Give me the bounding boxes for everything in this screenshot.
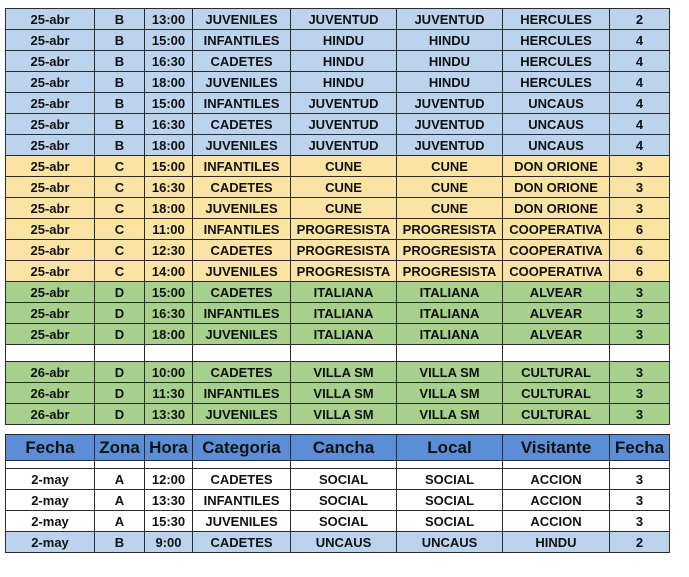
table-row: [6, 511, 670, 532]
cell-categoria: INFANTILES: [193, 219, 291, 240]
cell-fecha: 2-may: [6, 532, 95, 553]
cell-fecha: 25-abr: [6, 93, 95, 114]
cell-categoria: JUVENILES: [193, 135, 291, 156]
cell-hora: 13:30: [145, 490, 193, 511]
cell-categoria: INFANTILES: [193, 30, 291, 51]
cell-zona: B: [95, 9, 145, 30]
cell-local: PROGRESISTA: [397, 219, 503, 240]
table-row: [6, 177, 670, 198]
cell-cancha: CUNE: [291, 156, 397, 177]
cell-nro: 4: [610, 72, 670, 93]
cell-nro: 4: [610, 30, 670, 51]
table-row: [6, 404, 670, 425]
cell-fecha: 25-abr: [6, 261, 95, 282]
cell-cancha: ITALIANA: [291, 282, 397, 303]
cell-nro: 2: [610, 9, 670, 30]
cell-fecha: 26-abr: [6, 404, 95, 425]
cell-nro: 4: [610, 93, 670, 114]
cell-cancha: JUVENTUD: [291, 114, 397, 135]
cell-visitante: ALVEAR: [503, 324, 610, 345]
cell-hora: 15:00: [145, 156, 193, 177]
cell-local: CUNE: [397, 177, 503, 198]
cell-cancha: SOCIAL: [291, 469, 397, 490]
cell-nro: 3: [610, 324, 670, 345]
cell-local: CUNE: [397, 198, 503, 219]
header-local: Local: [397, 435, 503, 461]
cell-zona: B: [95, 51, 145, 72]
cell-local: VILLA SM: [397, 404, 503, 425]
cell-categoria: CADETES: [193, 532, 291, 553]
cell-fecha: 25-abr: [6, 51, 95, 72]
cell-cancha: VILLA SM: [291, 383, 397, 404]
cell-cancha: HINDU: [291, 51, 397, 72]
table-row: [6, 303, 670, 324]
cell-local: HINDU: [397, 51, 503, 72]
cell-hora: 14:00: [145, 261, 193, 282]
table-row: [6, 383, 670, 404]
cell-fecha: 25-abr: [6, 324, 95, 345]
cell-cancha: HINDU: [291, 72, 397, 93]
cell-visitante: HERCULES: [503, 30, 610, 51]
cell-cancha: PROGRESISTA: [291, 240, 397, 261]
cell-cancha: SOCIAL: [291, 511, 397, 532]
cell-nro: 6: [610, 219, 670, 240]
cell-nro: 3: [610, 490, 670, 511]
cell-visitante: COOPERATIVA: [503, 219, 610, 240]
cell-zona: B: [95, 72, 145, 93]
cell-cancha: PROGRESISTA: [291, 219, 397, 240]
cell-hora: 9:00: [145, 532, 193, 553]
cell-visitante: CULTURAL: [503, 362, 610, 383]
cell-categoria: INFANTILES: [193, 93, 291, 114]
table-row: [6, 532, 670, 553]
table-row: [6, 135, 670, 156]
cell-cancha: JUVENTUD: [291, 93, 397, 114]
fixture-table: [5, 8, 670, 553]
cell-fecha: 25-abr: [6, 114, 95, 135]
cell-cancha: JUVENTUD: [291, 9, 397, 30]
cell-categoria: CADETES: [193, 240, 291, 261]
cell-cancha: SOCIAL: [291, 490, 397, 511]
cell-categoria: JUVENILES: [193, 9, 291, 30]
cell-visitante: HERCULES: [503, 9, 610, 30]
table-row: [6, 324, 670, 345]
cell-categoria: JUVENILES: [193, 72, 291, 93]
cell-hora: 12:30: [145, 240, 193, 261]
table-row: [6, 282, 670, 303]
cell-local: SOCIAL: [397, 469, 503, 490]
cell-nro: 3: [610, 198, 670, 219]
cell-local: PROGRESISTA: [397, 240, 503, 261]
cell-zona: B: [95, 532, 145, 553]
cell-visitante: ACCION: [503, 490, 610, 511]
cell-nro: 4: [610, 114, 670, 135]
cell-fecha: 25-abr: [6, 240, 95, 261]
cell-nro: 6: [610, 240, 670, 261]
cell-local: JUVENTUD: [397, 135, 503, 156]
cell-visitante: HERCULES: [503, 51, 610, 72]
section-2-may: [6, 469, 670, 553]
cell-visitante: UNCAUS: [503, 114, 610, 135]
cell-visitante: CULTURAL: [503, 383, 610, 404]
table-row: [6, 240, 670, 261]
cell-zona: A: [95, 490, 145, 511]
cell-nro: 3: [610, 404, 670, 425]
table-row: [6, 261, 670, 282]
cell-local: JUVENTUD: [397, 114, 503, 135]
cell-hora: 13:30: [145, 404, 193, 425]
cell-categoria: INFANTILES: [193, 383, 291, 404]
cell-zona: A: [95, 511, 145, 532]
cell-categoria: CADETES: [193, 51, 291, 72]
cell-local: ITALIANA: [397, 324, 503, 345]
cell-hora: 18:00: [145, 135, 193, 156]
cell-zona: D: [95, 324, 145, 345]
cell-visitante: ALVEAR: [503, 282, 610, 303]
cell-visitante: CULTURAL: [503, 404, 610, 425]
table-row: [6, 9, 670, 30]
cell-cancha: PROGRESISTA: [291, 261, 397, 282]
cell-nro: 6: [610, 261, 670, 282]
cell-fecha: 25-abr: [6, 219, 95, 240]
cell-cancha: VILLA SM: [291, 404, 397, 425]
cell-local: HINDU: [397, 30, 503, 51]
cell-visitante: ACCION: [503, 469, 610, 490]
table-row: [6, 72, 670, 93]
cell-zona: C: [95, 198, 145, 219]
cell-hora: 11:00: [145, 219, 193, 240]
cell-nro: 3: [610, 362, 670, 383]
cell-zona: B: [95, 30, 145, 51]
cell-fecha: 25-abr: [6, 135, 95, 156]
cell-categoria: CADETES: [193, 177, 291, 198]
cell-nro: 4: [610, 135, 670, 156]
header-hora: Hora: [145, 435, 193, 461]
table-row: [6, 219, 670, 240]
table-row: [6, 469, 670, 490]
cell-cancha: HINDU: [291, 30, 397, 51]
cell-cancha: ITALIANA: [291, 324, 397, 345]
cell-local: HINDU: [397, 72, 503, 93]
cell-hora: 15:00: [145, 93, 193, 114]
table-row: [6, 198, 670, 219]
header-cancha: Cancha: [291, 435, 397, 461]
cell-zona: D: [95, 404, 145, 425]
header-categoria: Categoria: [193, 435, 291, 461]
cell-nro: 3: [610, 303, 670, 324]
cell-hora: 15:00: [145, 30, 193, 51]
cell-nro: 3: [610, 383, 670, 404]
cell-fecha: 25-abr: [6, 30, 95, 51]
cell-zona: D: [95, 383, 145, 404]
cell-fecha: 25-abr: [6, 177, 95, 198]
cell-categoria: JUVENILES: [193, 261, 291, 282]
cell-local: ITALIANA: [397, 303, 503, 324]
table-row: [6, 93, 670, 114]
cell-local: ITALIANA: [397, 282, 503, 303]
cell-visitante: HINDU: [503, 532, 610, 553]
cell-categoria: JUVENILES: [193, 198, 291, 219]
cell-nro: 3: [610, 469, 670, 490]
spacer: [6, 461, 670, 469]
cell-cancha: CUNE: [291, 177, 397, 198]
cell-hora: 16:30: [145, 303, 193, 324]
cell-visitante: COOPERATIVA: [503, 240, 610, 261]
cell-visitante: DON ORIONE: [503, 156, 610, 177]
spacer: [6, 425, 670, 435]
cell-visitante: UNCAUS: [503, 93, 610, 114]
cell-cancha: ITALIANA: [291, 303, 397, 324]
table-row: [6, 362, 670, 383]
cell-fecha: 25-abr: [6, 198, 95, 219]
cell-fecha: 25-abr: [6, 282, 95, 303]
cell-visitante: ALVEAR: [503, 303, 610, 324]
cell-fecha: 25-abr: [6, 72, 95, 93]
cell-cancha: CUNE: [291, 198, 397, 219]
cell-hora: 10:00: [145, 362, 193, 383]
cell-zona: C: [95, 240, 145, 261]
cell-categoria: JUVENILES: [193, 404, 291, 425]
cell-hora: 15:00: [145, 282, 193, 303]
cell-categoria: JUVENILES: [193, 324, 291, 345]
header-fecha: Fecha: [6, 435, 95, 461]
cell-hora: 13:00: [145, 9, 193, 30]
cell-nro: 3: [610, 511, 670, 532]
cell-zona: C: [95, 177, 145, 198]
cell-zona: A: [95, 469, 145, 490]
cell-hora: 18:00: [145, 72, 193, 93]
cell-fecha: 2-may: [6, 469, 95, 490]
cell-local: PROGRESISTA: [397, 261, 503, 282]
cell-hora: 12:00: [145, 469, 193, 490]
cell-visitante: ACCION: [503, 511, 610, 532]
cell-categoria: CADETES: [193, 469, 291, 490]
cell-categoria: INFANTILES: [193, 303, 291, 324]
section-26-abr: [6, 362, 670, 425]
cell-categoria: JUVENILES: [193, 511, 291, 532]
cell-zona: B: [95, 135, 145, 156]
cell-categoria: CADETES: [193, 114, 291, 135]
cell-hora: 11:30: [145, 383, 193, 404]
cell-cancha: JUVENTUD: [291, 135, 397, 156]
column-header: [6, 435, 670, 461]
cell-cancha: VILLA SM: [291, 362, 397, 383]
cell-local: VILLA SM: [397, 383, 503, 404]
cell-local: UNCAUS: [397, 532, 503, 553]
cell-fecha: 2-may: [6, 511, 95, 532]
cell-categoria: CADETES: [193, 282, 291, 303]
cell-visitante: DON ORIONE: [503, 198, 610, 219]
cell-nro: 3: [610, 282, 670, 303]
cell-categoria: CADETES: [193, 362, 291, 383]
table-row: [6, 51, 670, 72]
cell-nro: 3: [610, 156, 670, 177]
cell-local: SOCIAL: [397, 490, 503, 511]
cell-zona: D: [95, 282, 145, 303]
cell-zona: D: [95, 303, 145, 324]
cell-hora: 18:00: [145, 198, 193, 219]
cell-visitante: COOPERATIVA: [503, 261, 610, 282]
cell-visitante: HERCULES: [503, 72, 610, 93]
cell-zona: C: [95, 261, 145, 282]
cell-local: CUNE: [397, 156, 503, 177]
cell-fecha: 25-abr: [6, 156, 95, 177]
cell-fecha: 26-abr: [6, 362, 95, 383]
cell-categoria: INFANTILES: [193, 490, 291, 511]
cell-zona: C: [95, 156, 145, 177]
cell-hora: 15:30: [145, 511, 193, 532]
cell-local: VILLA SM: [397, 362, 503, 383]
cell-zona: D: [95, 362, 145, 383]
cell-hora: 16:30: [145, 177, 193, 198]
table-row: [6, 114, 670, 135]
cell-hora: 16:30: [145, 51, 193, 72]
cell-nro: 4: [610, 51, 670, 72]
cell-zona: B: [95, 93, 145, 114]
cell-local: SOCIAL: [397, 511, 503, 532]
cell-fecha: 25-abr: [6, 9, 95, 30]
header-zona: Zona: [95, 435, 145, 461]
table-row: [6, 156, 670, 177]
cell-zona: B: [95, 114, 145, 135]
cell-visitante: DON ORIONE: [503, 177, 610, 198]
cell-nro: 2: [610, 532, 670, 553]
table-row: [6, 30, 670, 51]
spacer: [6, 345, 670, 362]
cell-zona: C: [95, 219, 145, 240]
section-25-abr: [6, 9, 670, 345]
cell-local: JUVENTUD: [397, 9, 503, 30]
cell-cancha: UNCAUS: [291, 532, 397, 553]
cell-local: JUVENTUD: [397, 93, 503, 114]
table-row: [6, 490, 670, 511]
cell-fecha: 25-abr: [6, 303, 95, 324]
header-visitante: Visitante: [503, 435, 610, 461]
cell-nro: 3: [610, 177, 670, 198]
cell-hora: 18:00: [145, 324, 193, 345]
header-fecha-nro: Fecha: [610, 435, 670, 461]
cell-visitante: UNCAUS: [503, 135, 610, 156]
cell-categoria: INFANTILES: [193, 156, 291, 177]
cell-fecha: 2-may: [6, 490, 95, 511]
cell-hora: 16:30: [145, 114, 193, 135]
cell-fecha: 26-abr: [6, 383, 95, 404]
